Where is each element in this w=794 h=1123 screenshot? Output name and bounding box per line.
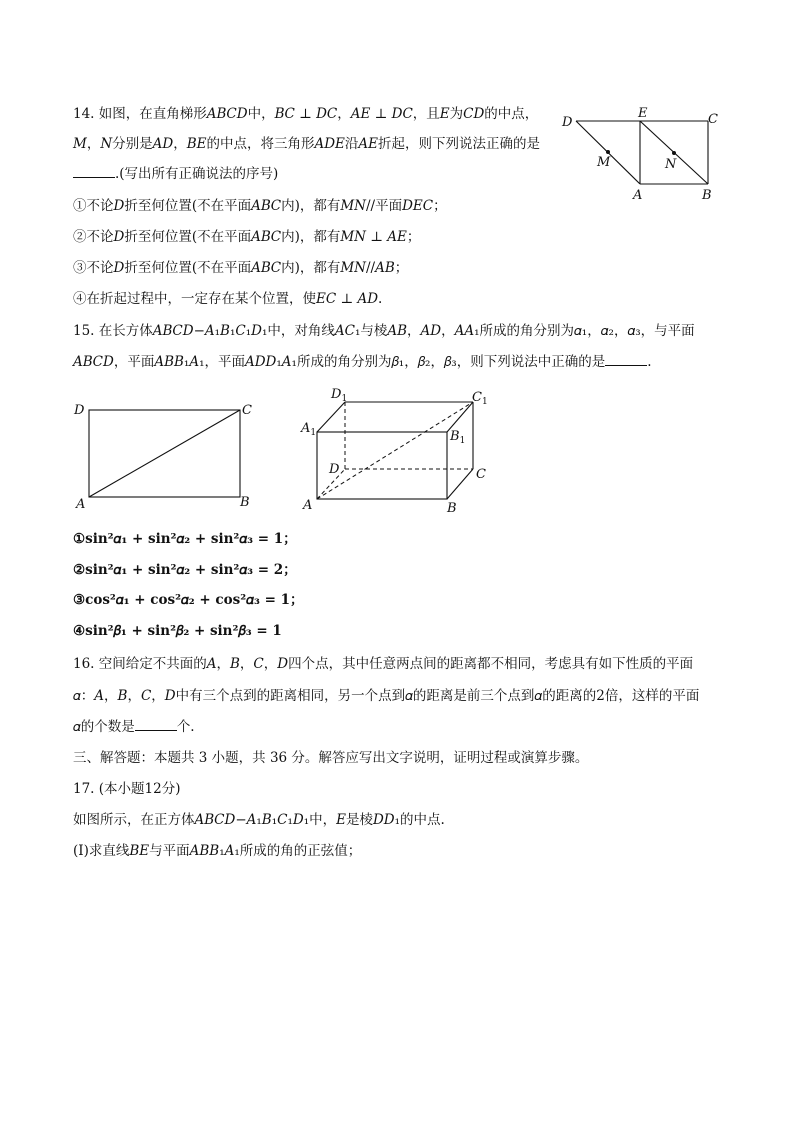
q14-instruction: .(写出所有正确说法的序号): [115, 166, 279, 182]
box-label-C: C: [476, 467, 486, 482]
label-D: D: [562, 115, 573, 130]
q14-line1: 14. 如图，在直角梯形𝐴𝐵𝐶𝐷中，𝐵𝐶 ⊥ 𝐷𝐶，𝐴𝐸 ⊥ 𝐷𝐶，且𝐸为𝐶𝐷的中点，: [73, 106, 539, 122]
q15-rectangle-figure: [72, 400, 262, 510]
q15-option-2: ②sin²𝛼₁ + sin²𝛼₂ + sin²𝛼₃ = 2；: [73, 562, 297, 578]
answer-blank[interactable]: [605, 353, 647, 366]
label-B: B: [702, 188, 712, 203]
q15-option-3: ③cos²𝛼₁ + cos²𝛼₂ + cos²𝛼₃ = 1；: [73, 592, 304, 608]
q14-option-2: ②不论𝐷折至何位置(不在平面𝐴𝐵𝐶内)，都有𝑀𝑁 ⊥ 𝐴𝐸；: [73, 229, 421, 245]
answer-blank[interactable]: [73, 165, 115, 178]
q17-title: 17. (本小题12分): [73, 781, 181, 797]
box-label-A1: $A_1$: [301, 421, 317, 438]
rect-label-D: D: [74, 403, 85, 418]
section-3-heading: 三、解答题：本题共 3 小题，共 36 分。解答应写出文字说明，证明过程或演算步骤。: [73, 750, 589, 766]
q16-line3-end: 个.: [176, 719, 195, 735]
q14-option-3: ③不论𝐷折至何位置(不在平面𝐴𝐵𝐶内)，都有𝑀𝑁//𝐴𝐵；: [73, 260, 409, 276]
answer-blank[interactable]: [135, 718, 177, 731]
q15-option-4: ④sin²𝛽₁ + sin²𝛽₂ + sin²𝛽₃ = 1: [73, 623, 282, 639]
q16-line3: [73, 717, 195, 737]
box-label-B: B: [447, 501, 457, 516]
q16-line2: 𝛼：𝐴，𝐵，𝐶，𝐷中有三个点到的距离相同，另一个点到𝛼的距离是前三个点到𝛼的距离的2倍，这样的平面: [73, 688, 700, 704]
rect-label-B: B: [240, 495, 250, 510]
q16-line1: 16. 空间给定不共面的𝐴，𝐵，𝐶，𝐷四个点，其中任意两点间的距离都不相同，考虑具有如下性质的平面: [73, 656, 694, 672]
q16-line3-text: 𝛼的个数是: [73, 719, 135, 735]
box-label-D1: $D_1$: [331, 387, 348, 404]
q15-option-1: ①sin²𝛼₁ + sin²𝛼₂ + sin²𝛼₃ = 1；: [73, 531, 297, 547]
q14-line3: [73, 164, 278, 184]
q14-line2: 𝑀，𝑁分别是𝐴𝐷，𝐵𝐸的中点，将三角形𝐴𝐷𝐸沿𝐴𝐸折起，则下列说法正确的是: [73, 136, 541, 152]
q15-line1: 15. 在长方体𝐴𝐵𝐶𝐷−𝐴₁𝐵₁𝐶₁𝐷₁中，对角线𝐴𝐶₁与棱𝐴𝐵，𝐴𝐷，𝐴𝐴₁所成的角分别为𝛼₁，𝛼₂，𝛼₃，与平面: [73, 323, 695, 339]
q15-line2-text: 𝐴𝐵𝐶𝐷，平面𝐴𝐵𝐵₁𝐴₁，平面𝐴𝐷𝐷₁𝐴₁所成的角分别为𝛽₁，𝛽₂，𝛽₃，则下列说法中正确的是: [73, 354, 606, 370]
box-label-C1: $C_1$: [472, 390, 488, 407]
q15-period: .: [647, 354, 652, 370]
q15-line2: [73, 352, 652, 372]
rect-label-A: A: [76, 497, 86, 512]
q17-stem: 如图所示，在正方体𝐴𝐵𝐶𝐷−𝐴₁𝐵₁𝐶₁𝐷₁中，𝐸是棱𝐷𝐷₁的中点.: [73, 812, 445, 828]
label-M: M: [597, 155, 611, 170]
q17-part-1: (Ⅰ)求直线𝐵𝐸与平面𝐴𝐵𝐵₁𝐴₁所成的角的正弦值；: [73, 843, 362, 859]
rect-label-C: C: [242, 403, 252, 418]
label-N: N: [665, 157, 677, 172]
box-label-D: D: [329, 462, 340, 477]
box-label-B1: $B_1$: [450, 429, 466, 446]
label-E: E: [638, 106, 648, 121]
box-label-A: A: [303, 498, 313, 513]
label-C: C: [708, 112, 718, 127]
q14-option-4: ④在折起过程中，一定存在某个位置，使𝐸𝐶 ⊥ 𝐴𝐷.: [73, 291, 383, 307]
q14-trapezoid-figure: [560, 104, 730, 204]
q15-cuboid-figure: [300, 385, 500, 515]
label-A: A: [633, 188, 643, 203]
q14-option-1: ①不论𝐷折至何位置(不在平面𝐴𝐵𝐶内)，都有𝑀𝑁//平面𝐷𝐸𝐶；: [73, 198, 447, 214]
